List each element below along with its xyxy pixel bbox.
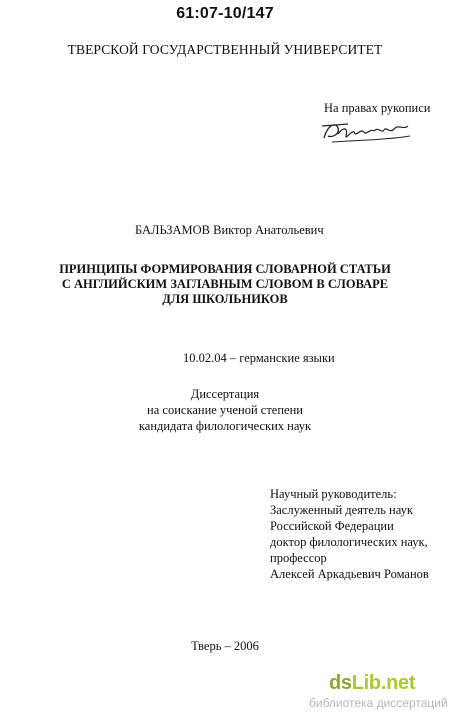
supervisor-block [270,486,429,582]
city-year: Тверь – 2006 [191,639,259,653]
catalog-code-stamp: 61:07-10/147 [176,5,274,22]
title-line: ДЛЯ ШКОЛЬНИКОВ [162,292,288,306]
degree-statement [0,386,450,434]
watermark-logo [329,672,415,695]
handwritten-signature [318,116,414,146]
watermark-subtitle: библиотека диссертаций [309,696,448,710]
supervisor-line: Российской Федерации [270,519,394,533]
degree-line: на соискание ученой степени [147,403,303,417]
title-line: С АНГЛИЙСКИМ ЗАГЛАВНЫМ СЛОВОМ В СЛОВАРЕ [61,277,389,291]
supervisor-line: Заслуженный деятель наук [270,503,413,517]
specialty-code: 10.02.04 – германские языки [183,351,335,365]
watermark-logo-prefix: ds [329,672,352,694]
university-name: ТВЕРСКОЙ ГОСУДАРСТВЕННЫЙ УНИВЕРСИТЕТ [67,42,383,57]
dissertation-title [0,262,450,307]
degree-line: кандидата филологических наук [138,419,312,433]
watermark-logo-main: Lib.net [351,672,416,694]
degree-line: Диссертация [190,387,260,401]
manuscript-rights-note: На правах рукописи [324,101,431,115]
title-line: ПРИНЦИПЫ ФОРМИРОВАНИЯ СЛОВАРНОЙ СТАТЬИ [59,262,391,276]
supervisor-line: Алексей Аркадьевич Романов [270,567,429,581]
supervisor-line: Научный руководитель: [270,487,397,501]
author-name: БАЛЬЗАМОВ Виктор Анатольевич [135,223,324,237]
supervisor-line: профессор [270,551,327,565]
supervisor-line: доктор филологических наук, [270,535,428,549]
